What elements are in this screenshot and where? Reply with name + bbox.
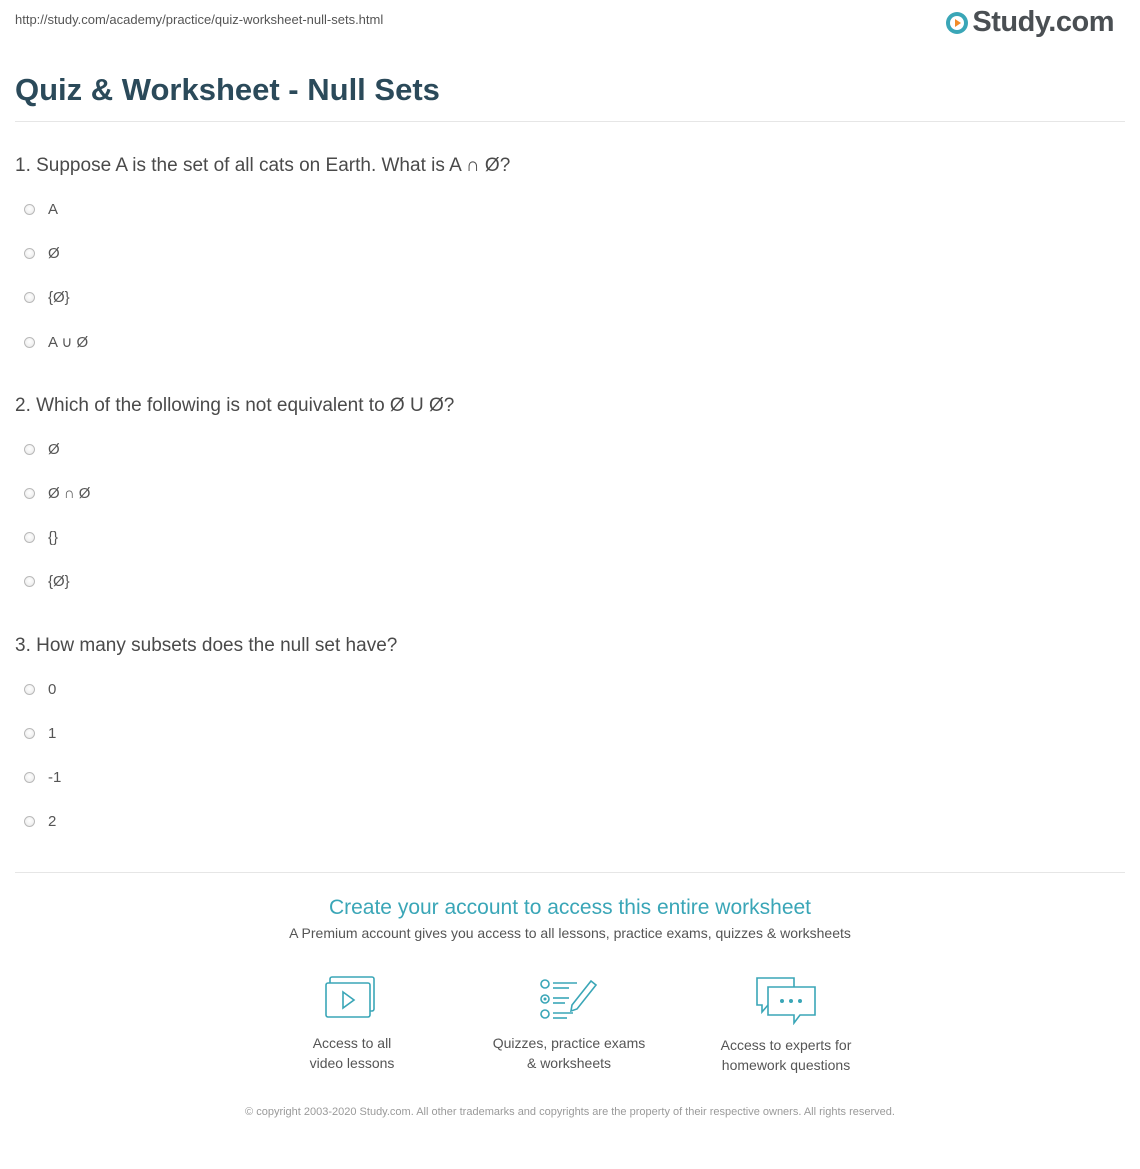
title-divider (15, 121, 1125, 122)
page-url: http://study.com/academy/practice/quiz-worksheet-null-sets.html (15, 12, 384, 27)
feature-label: Access to all video lessons (309, 1035, 395, 1071)
feature-label: Quizzes, practice exams & worksheets (492, 1035, 646, 1071)
question-1-option-2[interactable] (24, 245, 60, 262)
option-label: Ø (48, 441, 60, 458)
study-logo[interactable] (945, 6, 1114, 39)
logo-text: Study.com (972, 6, 1114, 38)
question-3-option-2[interactable] (24, 725, 56, 742)
chat-bubbles-icon (754, 975, 818, 1025)
question-2: 2. Which of the following is not equivalent to Ø U Ø? (15, 395, 455, 416)
video-lessons-icon (324, 975, 380, 1023)
option-label: 2 (48, 813, 57, 830)
question-1-option-3[interactable] (24, 289, 70, 306)
radio-button[interactable] (24, 444, 35, 455)
option-label: {Ø} (48, 289, 70, 306)
feature-quizzes (469, 975, 669, 1073)
questions-divider (15, 872, 1125, 873)
option-label: {Ø} (48, 573, 70, 590)
question-2-option-1[interactable] (24, 441, 60, 458)
question-2-option-3[interactable] (24, 529, 58, 546)
option-label: A (48, 201, 59, 218)
radio-button[interactable] (24, 728, 35, 739)
radio-button[interactable] (24, 532, 35, 543)
question-1-option-4[interactable] (24, 333, 88, 351)
radio-button[interactable] (24, 204, 35, 215)
question-3-option-1[interactable] (24, 681, 56, 698)
radio-button[interactable] (24, 337, 35, 348)
radio-button[interactable] (24, 576, 35, 587)
radio-button[interactable] (24, 772, 35, 783)
quiz-checklist-icon (539, 975, 599, 1023)
option-label: Ø ∩ Ø (48, 485, 91, 502)
question-3-option-3[interactable] (24, 769, 61, 786)
question-3-option-4[interactable] (24, 813, 56, 830)
question-1-option-1[interactable] (24, 201, 58, 218)
question-1: 1. Suppose A is the set of all cats on Earth. What is A ∩ Ø? (15, 155, 511, 176)
option-label: {} (48, 529, 59, 546)
feature-experts (686, 975, 886, 1075)
cta-title[interactable]: Create your account to access this entire worksheet (328, 896, 812, 919)
feature-label: Access to experts for homework questions (720, 1037, 852, 1073)
option-label: 0 (48, 681, 57, 698)
question-3: 3. How many subsets does the null set have? (15, 635, 398, 656)
radio-button[interactable] (24, 248, 35, 259)
radio-button[interactable] (24, 816, 35, 827)
option-label: 1 (48, 725, 57, 742)
radio-button[interactable] (24, 684, 35, 695)
copyright-notice: © copyright 2003-2020 Study.com. All other trademarks and copyrights are the property of their respective owners. All rights reserved. (245, 1106, 895, 1118)
option-label: -1 (48, 769, 62, 786)
question-2-option-4[interactable] (24, 573, 70, 590)
radio-button[interactable] (24, 292, 35, 303)
play-logo-icon (945, 11, 969, 35)
option-label: A ∪ Ø (48, 334, 89, 351)
cta-subtitle: A Premium account gives you access to all lessons, practice exams, quizzes & worksheets (289, 925, 851, 941)
radio-button[interactable] (24, 488, 35, 499)
feature-video-lessons (252, 975, 452, 1073)
page-title: Quiz & Worksheet - Null Sets (15, 72, 440, 107)
option-label: Ø (48, 245, 60, 262)
question-2-option-2[interactable] (24, 485, 90, 502)
